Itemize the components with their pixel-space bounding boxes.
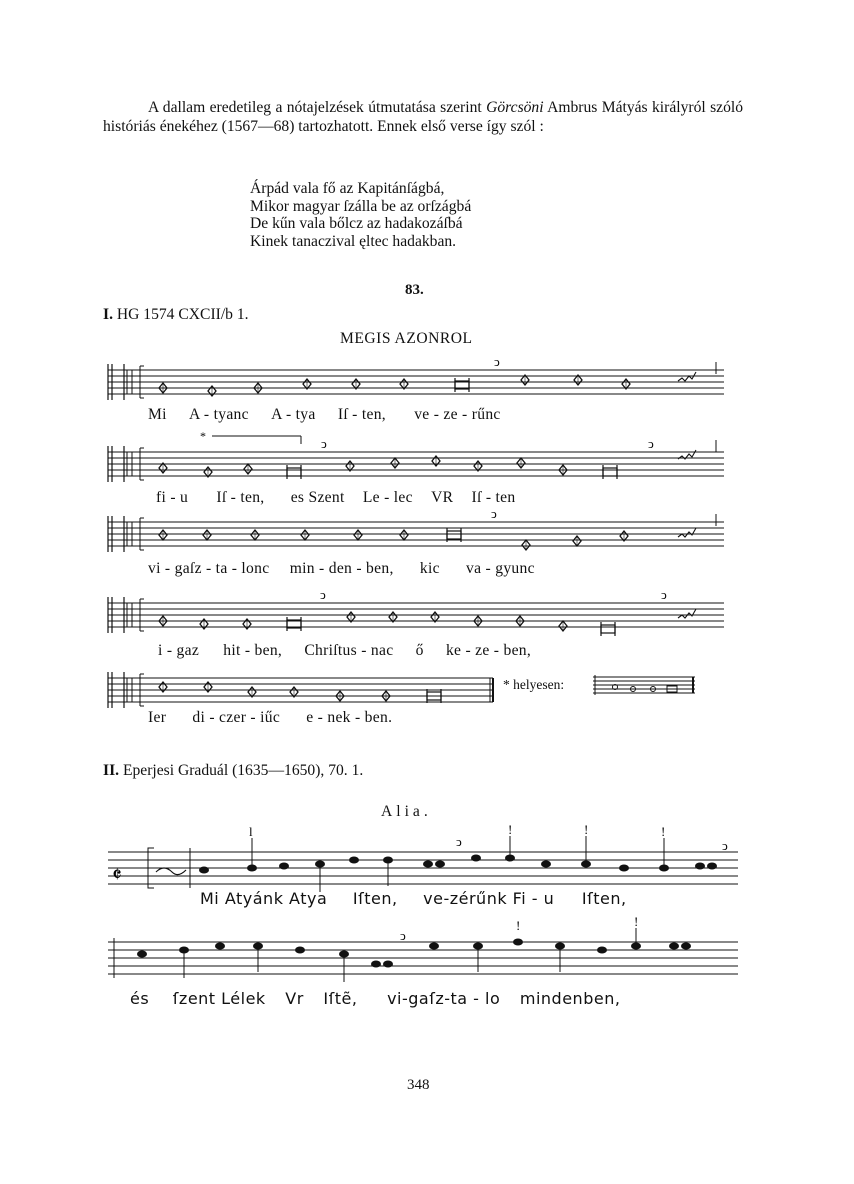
staff-2	[108, 429, 724, 482]
lyric-syllable: Iſten,	[352, 889, 398, 908]
lyric-syllable: VR	[431, 489, 454, 506]
verse-line: Mikor magyar ſzálla be az orſzágbá	[250, 197, 472, 215]
footnote-label: helyesen:	[513, 677, 565, 692]
source-two	[103, 762, 363, 780]
svg-text:ͻ: ͻ	[320, 587, 326, 602]
staff-3	[108, 506, 724, 552]
lyric-syllable: va - gyunc	[466, 560, 535, 577]
lyric-line-2	[156, 489, 516, 507]
svg-text:ͻ: ͻ	[456, 834, 462, 849]
lyric-line-5	[148, 709, 392, 727]
lyric-syllable: kic	[419, 560, 440, 577]
staff-5	[108, 672, 493, 708]
svg-text:l: l	[249, 824, 253, 839]
lyric-syllable: Mi Atyánk Atya	[200, 889, 328, 908]
svg-text:!: !	[584, 822, 589, 837]
lyric-line-1	[148, 406, 501, 424]
verse-line: Kinek tanaczival ęltec hadakban.	[250, 232, 457, 250]
svg-text:!: !	[508, 822, 513, 837]
lyric-syllable: es Szent	[290, 489, 345, 506]
page-number: 348	[407, 1077, 430, 1093]
svg-text:ͻ: ͻ	[661, 587, 667, 602]
intro-name: Görcsöni	[486, 99, 544, 116]
svg-text:ͻ: ͻ	[491, 506, 497, 521]
lyric-syllable: Vr	[285, 989, 304, 1008]
svg-text:!: !	[516, 918, 521, 933]
handwritten-lyric-line-1	[200, 889, 627, 908]
footnote	[503, 677, 564, 693]
lyric-syllable: A - tyanc	[189, 406, 249, 423]
lyric-syllable: e - nek - ben.	[306, 709, 393, 726]
svg-text:!: !	[634, 914, 639, 929]
svg-text:ͻ: ͻ	[321, 436, 327, 451]
lyric-syllable: Iſtẽ,	[323, 989, 358, 1008]
svg-text:ͻ: ͻ	[494, 354, 500, 369]
lyric-syllable: ve - ze - rűnc	[414, 406, 501, 423]
staff-4	[108, 587, 724, 636]
footnote-staff	[593, 675, 695, 695]
lyric-syllable: ve-zérűnk Fi - u	[423, 889, 555, 908]
lyric-syllable: i - gaz	[158, 642, 200, 659]
svg-text:𝄵: 𝄵	[112, 862, 122, 887]
lyric-syllable: Iſten,	[581, 889, 627, 908]
svg-text:*: *	[200, 429, 206, 443]
lyric-syllable: ke - ze - ben,	[445, 642, 532, 659]
lyric-syllable: mindenben,	[519, 989, 621, 1008]
lyric-syllable: Le - lec	[362, 489, 413, 506]
verse-line: De kűn vala bőlcz az hadakozáſbá	[250, 215, 463, 232]
section-two-heading: Alia.	[381, 803, 432, 820]
lyric-line-3	[148, 560, 535, 578]
lyric-syllable: Iſ - ten,	[337, 406, 386, 423]
lyric-line-4	[158, 642, 531, 660]
lyric-syllable: vi-gaſz-ta - lo	[387, 989, 501, 1008]
lyric-syllable: ő	[415, 642, 424, 659]
lyric-syllable: Mi	[148, 406, 167, 423]
staff-7	[108, 914, 738, 982]
footnote-marker: *	[503, 677, 510, 692]
lyric-syllable: A - tya	[271, 406, 316, 423]
staff-1	[108, 354, 724, 400]
source-one-text: HG 1574 CXCII/b 1.	[116, 306, 249, 323]
lyric-syllable: vi - gaſz - ta - lonc	[148, 560, 270, 577]
staff-6	[108, 822, 738, 892]
lyric-syllable: Iſ - ten,	[216, 489, 265, 506]
lyric-syllable: di - czer - iűc	[192, 709, 281, 726]
lyric-syllable: Ier	[148, 709, 167, 726]
lyric-syllable: min - den - ben,	[289, 560, 394, 577]
verse-line: Árpád vala fő az Kapitánſágbá,	[250, 180, 445, 197]
source-one-numeral: I.	[103, 306, 113, 323]
song-number: 83.	[405, 282, 424, 298]
lyric-syllable: hit - ben,	[223, 642, 283, 659]
source-two-numeral: II.	[103, 762, 120, 779]
lyric-syllable: Chriſtus - nac	[304, 642, 394, 659]
svg-text:ͻ: ͻ	[648, 436, 654, 451]
handwritten-lyric-line-2	[130, 989, 620, 1008]
lyric-syllable: Iſ - ten	[471, 489, 516, 506]
lyric-syllable: és	[130, 989, 150, 1008]
intro-text-start: A dallam eredetileg a nótajelzések útmutatása szerint	[148, 99, 487, 116]
source-two-text: Eperjesi Graduál (1635—1650), 70. 1.	[122, 762, 364, 779]
intro-text-end: Ambrus Mátyás királyról szóló históriás énekéhez (1567—68) tartozhatott. Ennek első verse így szól :	[103, 99, 743, 135]
song-title: MEGIS AZONROL	[340, 330, 473, 347]
lyric-syllable: fi - u	[156, 489, 189, 506]
svg-text:ͻ: ͻ	[722, 838, 728, 853]
svg-text:ͻ: ͻ	[400, 928, 406, 943]
svg-text:!: !	[661, 824, 666, 839]
lyric-syllable: ſzent Lélek	[172, 989, 266, 1008]
